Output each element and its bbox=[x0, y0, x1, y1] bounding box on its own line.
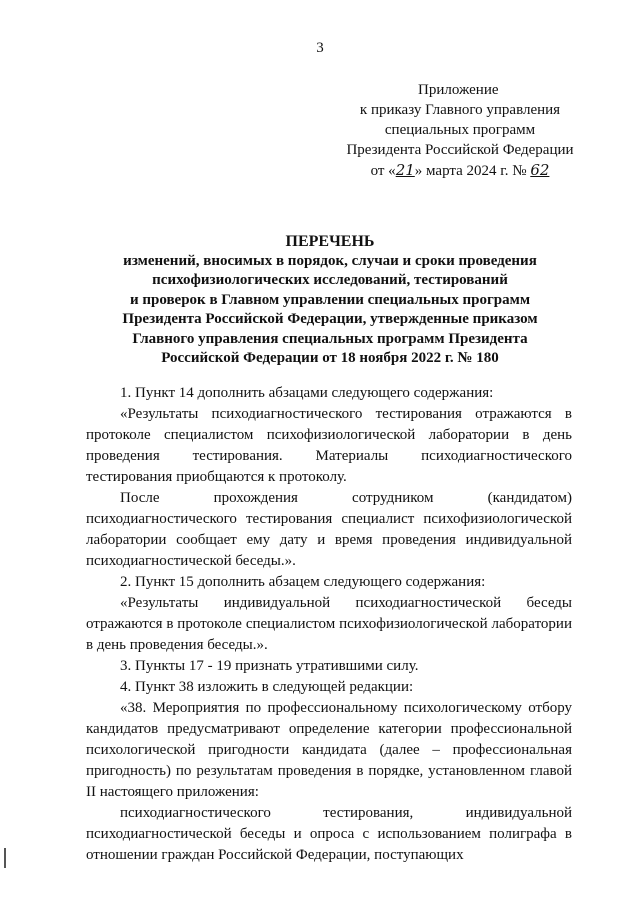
document-title bbox=[80, 232, 580, 369]
title-line: Российской Федерации от 18 ноября 2022 г. № 180 bbox=[161, 350, 499, 366]
paragraph: «Результаты психодиагностического тестирования отражаются в протоколе специалистом психофизиологической лаборатории в день проведения тестирования. Материалы психодиагностического тестирования приобщаются к протоколу. bbox=[86, 406, 572, 485]
document-body bbox=[86, 383, 572, 866]
order-number-handwritten: 62 bbox=[530, 161, 550, 179]
appendix-date-line bbox=[330, 160, 590, 181]
paragraph: 2. Пункт 15 дополнить абзацем следующего содержания: bbox=[120, 574, 486, 590]
date-middle: » марта 2024 г. № bbox=[414, 163, 527, 179]
paragraph: После прохождения сотрудником (кандидатом) психодиагностического тестирования специалист психофизиологической лаборатории сообщает ему дату и время проведения индивидуальной психодиагностической беседы.». bbox=[86, 490, 572, 569]
paragraph: 4. Пункт 38 изложить в следующей редакции: bbox=[120, 679, 414, 695]
appendix-programs-line: специальных программ bbox=[384, 122, 536, 138]
paragraph: «38. Мероприятия по профессиональному психологическому отбору кандидатов предусматривают определение категории профессиональной психологической пригодности кандидата (далее – профессиональная пригодность) по результатам проведения в порядке, установленном главой II настоящего приложения: bbox=[86, 700, 572, 800]
paragraph: 1. Пункт 14 дополнить абзацами следующего содержания: bbox=[120, 385, 494, 401]
appendix-order-line: к приказу Главного управления bbox=[359, 102, 561, 118]
title-heading: ПЕРЕЧЕНЬ bbox=[285, 233, 375, 250]
appendix-president-line: Президента Российской Федерации bbox=[346, 142, 574, 158]
title-line: Главного управления специальных программ Президента bbox=[132, 330, 528, 347]
paragraph: психодиагностического тестирования, индивидуальной психодиагностической беседы и опроса с использованием полиграфа в отношении граждан Российской Федерации, поступающих bbox=[86, 805, 572, 863]
title-line: изменений, вносимых в порядок, случаи и сроки проведения bbox=[123, 252, 537, 269]
appendix-label: Приложение bbox=[418, 82, 499, 98]
title-line: и проверок в Главном управлении специальных программ bbox=[129, 291, 531, 308]
paragraph: «Результаты индивидуальной психодиагностической беседы отражаются в протоколе специалистом психофизиологической лаборатории в день проведения беседы.». bbox=[86, 595, 572, 653]
appendix-block bbox=[330, 80, 590, 181]
page-number: 3 bbox=[316, 40, 324, 56]
date-day-handwritten: 21 bbox=[395, 161, 415, 179]
title-line: Президента Российской Федерации, утвержденные приказом bbox=[122, 311, 538, 327]
paragraph: 3. Пункты 17 - 19 признать утратившими силу. bbox=[120, 658, 419, 674]
scan-margin-mark bbox=[4, 848, 6, 868]
title-line: психофизиологических исследований, тестирований bbox=[152, 272, 508, 288]
date-prefix: от « bbox=[370, 163, 396, 179]
